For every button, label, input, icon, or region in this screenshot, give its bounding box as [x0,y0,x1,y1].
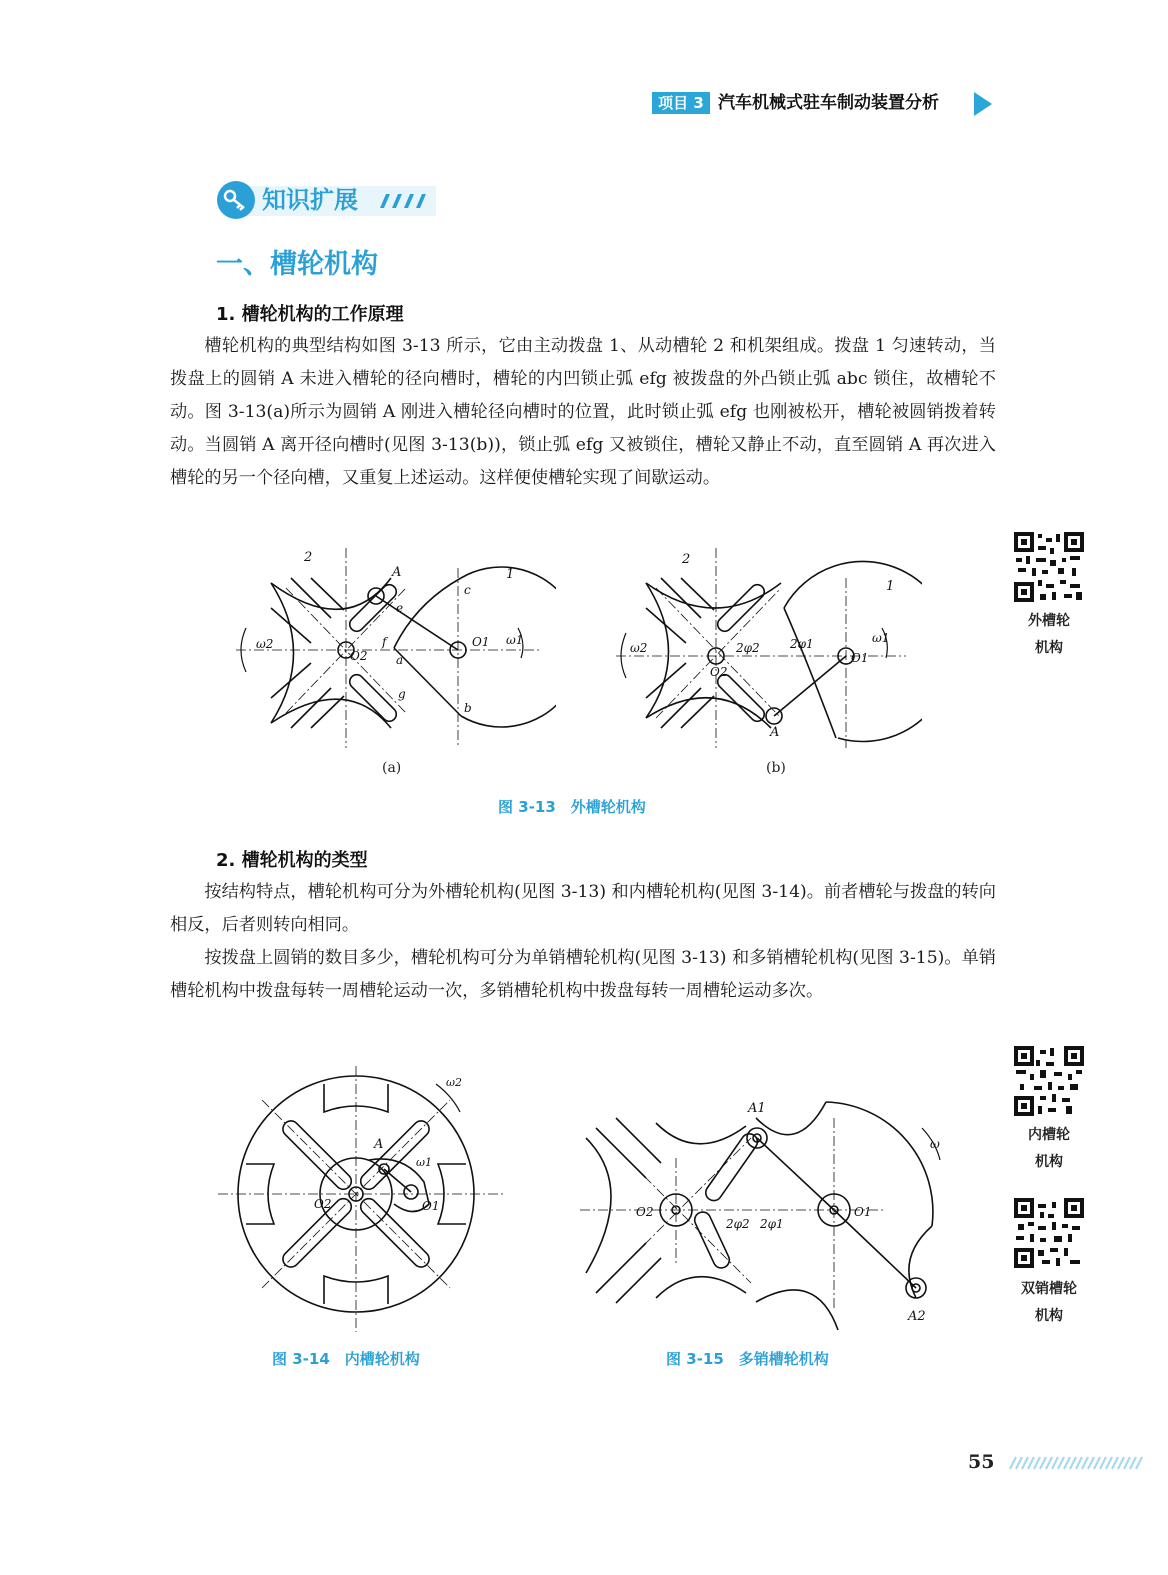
label-e: e [396,601,404,615]
label-O2: O2 [636,1205,654,1219]
label-2: 2 [682,552,691,567]
label-2phi2: 2φ2 [726,1217,750,1231]
qr-code-icon[interactable] [1014,1046,1084,1116]
label-O1: O1 [851,651,869,665]
qr-label-external: 外槽轮 机构 [1028,613,1070,656]
figure-3-13a-sublabel: (a) [382,760,402,776]
figure-3-15-caption: 图 3-15 多销槽轮机构 [666,1350,829,1368]
label-f: f [382,635,387,649]
label-g: g [398,687,406,701]
figure-3-13-caption: 图 3-13 外槽轮机构 [498,798,646,816]
figure-3-13b-sublabel: (b) [766,760,786,776]
label-omega2: ω2 [630,641,648,655]
paragraph-text-1: 按结构特点，槽轮机构可分为外槽轮机构(见图 3-13) 和内槽轮机构(见图 3-14)。前者槽轮与拨盘的转向相反，后者则转向相同。 [170,882,996,935]
label-omega1: ω1 [872,631,890,645]
label-1: 1 [506,567,515,582]
label-O2: O2 [314,1197,332,1211]
footer-stripes [1008,1456,1144,1470]
subsection-heading-2: 2. 槽轮机构的类型 [216,850,368,871]
qr-label-double-pin: 双销槽轮 机构 [1021,1281,1077,1324]
paragraph-text-2: 按拨盘上圆销的数目多少，槽轮机构可分为单销槽轮机构(见图 3-13) 和多销槽轮机构(见图 3-15)。单销槽轮机构中拨盘每转一周槽轮运动一次，多销槽轮机构中拨盘每转一周槽轮运动多次。 [170,948,996,1001]
label-2phi2: 2φ2 [736,641,760,655]
qr-code-icon[interactable] [1014,532,1084,602]
label-2phi1: 2φ1 [760,1217,784,1231]
label-omega2: ω2 [256,637,274,651]
figure-3-15 [576,1098,954,1330]
label-b: b [464,701,472,715]
label-a: a [396,653,404,667]
label-O1: O1 [854,1205,872,1219]
paragraph-text: 槽轮机构的典型结构如图 3-13 所示，它由主动拨盘 1、从动槽轮 2 和机架组成。拨盘 1 匀速转动，当拨盘上的圆销 A 未进入槽轮的径向槽时，槽轮的内凹锁止弧 efg 被拨盘的外凸锁止弧 abc 锁住，故槽轮不动。图 3-13(a)所示为圆销 A 刚进入槽轮径向槽时的位置，此时锁止弧 efg 也刚被松开，槽轮被圆销拨着转动。当圆销 A 离开径向槽时(见图 3-13(b))，锁止弧 efg 又被锁住，槽轮又静止不动，直至圆销 A 再次进入槽轮的另一个径向槽，又重复上述运动。这样便使槽轮实现了间歇运动。 [170,336,996,488]
label-omega1: ω1 [416,1156,432,1169]
figure-3-14-caption: 图 3-14 内槽轮机构 [272,1350,420,1368]
figure-3-13b [606,548,922,750]
label-A: A [392,565,402,580]
label-omega: ω [930,1137,940,1151]
label-omega1: ω1 [506,633,524,647]
label-2: 2 [304,550,313,565]
page-number: 55 [968,1451,995,1473]
figure-3-13a [236,548,556,750]
section-banner-label: 知识扩展 [262,186,358,214]
label-omega2: ω2 [446,1076,462,1089]
label-A2: A2 [908,1309,926,1324]
label-2phi1: 2φ1 [790,637,814,651]
label-O2: O2 [350,649,368,663]
label-A1: A1 [748,1101,766,1116]
section-title: 一、槽轮机构 [216,249,378,280]
paragraph-working-principle [170,330,996,495]
label-O1: O1 [472,635,490,649]
label-c: c [464,583,471,597]
label-A: A [374,1137,384,1152]
project-tag: 项目 3 [652,92,710,114]
running-header-title: 汽车机械式驻车制动装置分析 [718,93,939,113]
qr-code-icon[interactable] [1014,1198,1084,1268]
subsection-heading-1: 1. 槽轮机构的工作原理 [216,304,404,325]
header-arrow-icon [972,92,994,116]
qr-label-internal: 内槽轮 机构 [1028,1127,1070,1170]
label-O2: O2 [710,665,728,679]
label-O1: O1 [422,1199,440,1213]
paragraph-types [170,876,996,1008]
label-1: 1 [886,579,895,594]
figure-3-14 [214,1064,508,1336]
label-A: A [770,725,780,740]
